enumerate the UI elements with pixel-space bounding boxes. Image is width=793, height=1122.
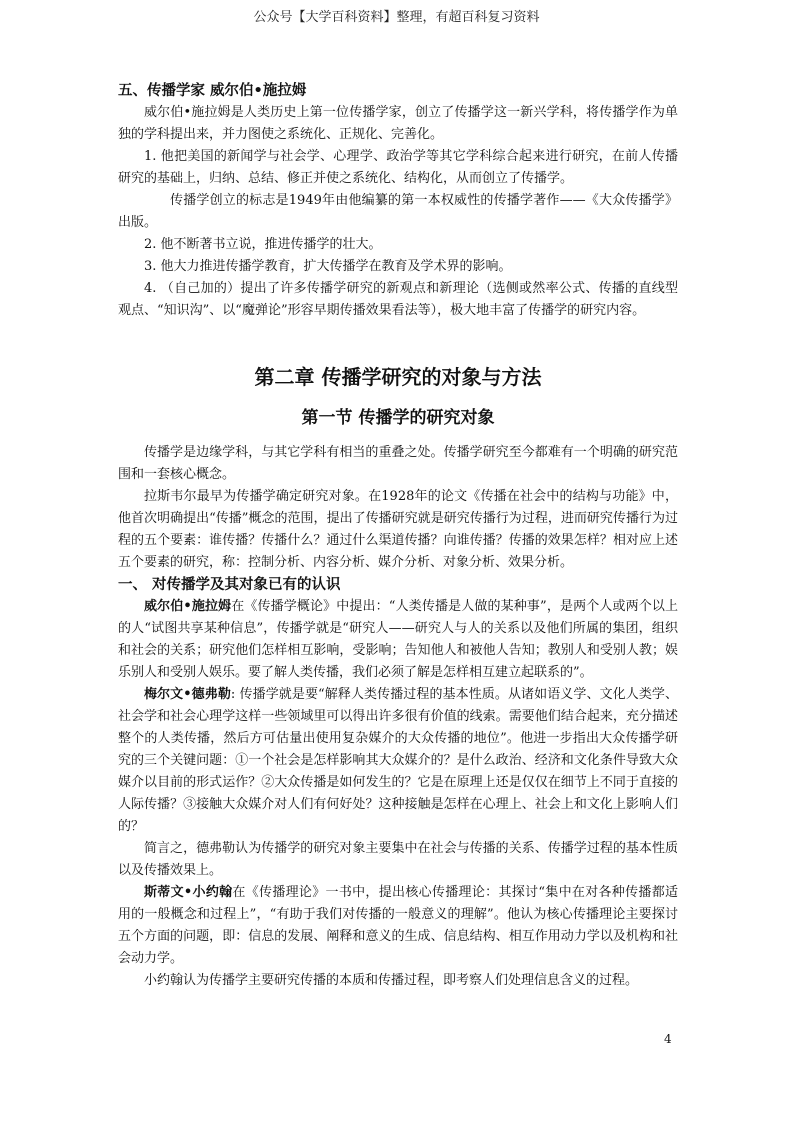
- paragraph: 传播学是边缘学科，与其它学科有相当的重叠之处。传播学研究至今都难有一个明确的研究范围和一套核心概念。: [118, 445, 678, 482]
- page-header: 公众号【大学百科资料】整理，有超百科复习资料: [253, 10, 540, 25]
- paragraph: 拉斯韦尔最早为传播学确定研究对象。在1928年的论文《传播在社会中的结构与功能》中，他首次明确提出“传播”概念的范围，提出了传播研究就是研究传播行为过程，进而研究传播行为过程的五个要素：谁传播？传播什么？通过什么渠道传播？向谁传播？传播的效果怎样？相对应上述五个要素的研究，称：控制分析、内容分析、媒介分析、对象分析、效果分析。: [118, 489, 678, 570]
- page-number: 4: [664, 1032, 672, 1046]
- paragraph-schramm: [118, 596, 678, 684]
- paragraph: 4. （自己加的）提出了许多传播学研究的新观点和新理论（选侧或然率公式、传播的直线型观点、“知识沟”、以“魔弹论”形容早期传播效果看法等），极大地丰富了传播学的研究内容。: [118, 281, 678, 318]
- paragraph: 小约翰认为传播学主要研究传播的本质和传播过程，即考察人们处理信息含义的过程。: [144, 973, 639, 988]
- paragraph: 传播学创立的标志是1949年由他编纂的第一本权威性的传播学著作——《大众传播学》出版。: [118, 193, 678, 230]
- paragraph-littlejohn: [118, 882, 678, 970]
- defleur-name: 梅尔文•德弗勒: [144, 687, 231, 702]
- paragraph-defleur: [118, 684, 678, 838]
- paragraph: 简言之，德弗勒认为传播学的研究对象主要集中在社会与传播的关系、传播学过程的基本性质以及传播效果上。: [118, 841, 678, 878]
- littlejohn-name: 斯蒂文•小约翰: [144, 885, 233, 900]
- sub-heading: 一、 对传播学及其对象已有的认识: [118, 577, 341, 593]
- littlejohn-text: 在《传播理论》一书中，提出核心传播理论：其探讨“集中在对各种传播都适用的一般概念和过程上”，“有助于我们对传播的一般意义的理解”。他认为核心传播理论主要探讨五个方面的问题，即：信息的发展、阐释和意义的生成、信息结构、相互作用动力学以及机构和社会动力学。: [118, 885, 678, 966]
- chapter-title: 第二章 传播学研究的对象与方法: [254, 365, 542, 389]
- schramm-text: 在《传播学概论》中提出：“人类传播是人做的某种事”，是两个人或两个以上的人“试图共享某种信息”，传播学就是“研究人——研究人与人的关系以及他们所属的集团，组织和社会的关系；研究他们怎样相互影响，受影响；告知他人和被他人告知；教别人和受别人教；娱乐别人和受别人娱乐。要了解人类传播，我们必须了解是怎样相互建立起联系的”。: [118, 599, 678, 680]
- paragraph: 威尔伯•施拉姆是人类历史上第一位传播学家，创立了传播学这一新兴学科，将传播学作为单独的学科提出来，并力图使之系统化、正规化、完善化。: [118, 105, 678, 142]
- paragraph: 1. 他把美国的新闻学与社会学、心理学、政治学等其它学科综合起来进行研究，在前人传播研究的基础上，归纳、总结、修正并使之系统化、结构化，从而创立了传播学。: [118, 149, 678, 186]
- section-title: 第一节 传播学的研究对象: [301, 408, 495, 428]
- page-content: [118, 80, 678, 992]
- paragraph: 2. 他不断著书立说，推进传播学的壮大。: [144, 237, 382, 252]
- schramm-name: 威尔伯•施拉姆: [144, 599, 232, 614]
- section-heading-schramm: 五、传播学家 威尔伯•施拉姆: [118, 83, 307, 99]
- defleur-text: : 传播学就是要“解释人类传播过程的基本性质。从诸如语义学、文化人类学、社会学和社会心理学这样一些领域里可以得出许多很有价值的线索。需要他们结合起来，充分描述整个的人类传播，然后方可估量出使用复杂媒介的大众传播的地位”。他进一步指出大众传播学研究的三个关键问题：①一个社会是怎样影响其大众媒介的？是什么政治、经济和文化条件导致大众媒介以目前的形式运作？②大众传播是如何发生的？它是在原理上还是仅仅在细节上不同于直接的人际传播？③接触大众媒介对人们有何好处？这种接触是怎样在心理上、社会上和文化上影响人们的？: [118, 687, 678, 834]
- paragraph: 3. 他大力推进传播学教育，扩大传播学在教育及学术界的影响。: [144, 259, 512, 274]
